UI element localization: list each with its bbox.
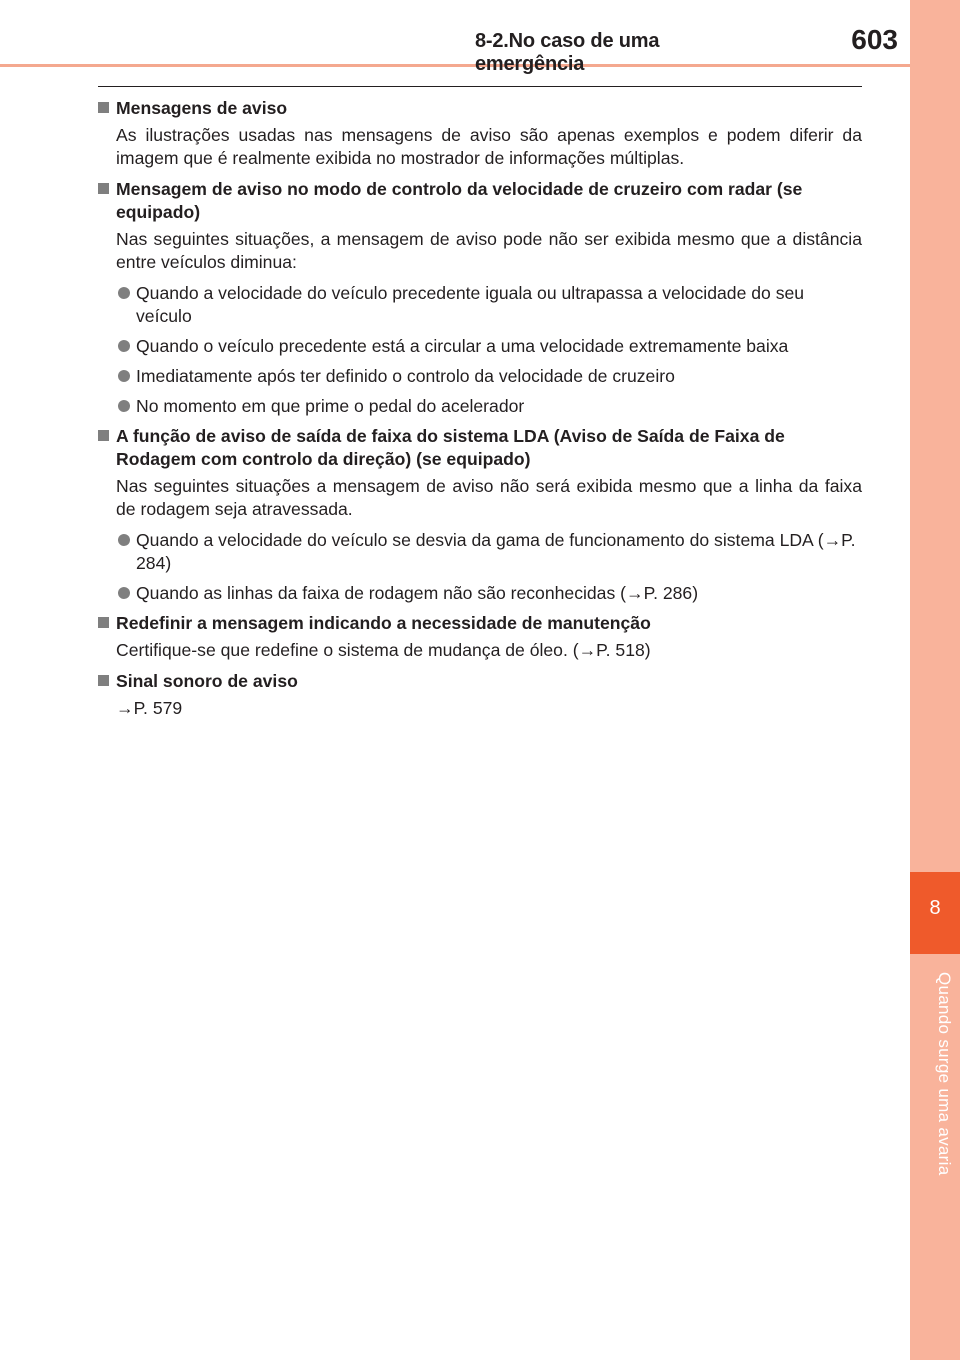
circle-bullet-icon [118, 534, 130, 546]
section-heading [98, 425, 862, 471]
section-body: Certifique-se que redefine o sistema de mudança de óleo. (→P. 518) [116, 640, 651, 660]
content-divider [98, 86, 862, 87]
page-reference-link[interactable]: →P. 579 [116, 698, 183, 718]
square-bullet-icon [98, 675, 109, 686]
section-radar-cruise-warning [98, 178, 862, 418]
list-item-text: Imediatamente após ter definido o controlo da velocidade de cruzeiro [136, 366, 675, 386]
list-item [98, 395, 862, 418]
list-item-text: No momento em que prime o pedal do acelerador [136, 396, 525, 416]
section-heading [98, 178, 862, 224]
list-item-text: Quando a velocidade do veículo se desvia da gama de funcionamento do sistema LDA (→P. 284) [136, 530, 856, 573]
circle-bullet-icon [118, 370, 130, 382]
circle-bullet-icon [118, 400, 130, 412]
square-bullet-icon [98, 430, 109, 441]
section-maintenance-reset [98, 612, 862, 662]
section-body: As ilustrações usadas nas mensagens de aviso são apenas exemplos e podem diferir da imagem que é realmente exibida no mostrador de informações múltiplas. [116, 125, 862, 168]
section-lda-warning [98, 425, 862, 605]
section-heading [98, 670, 862, 693]
list-item [98, 282, 862, 328]
list-item-text: Quando o veículo precedente está a circular a uma velocidade extremamente baixa [136, 336, 789, 356]
circle-bullet-icon [118, 587, 130, 599]
page-number: 603 [851, 24, 898, 55]
heading-text: Sinal sonoro de aviso [116, 671, 298, 691]
section-body: Nas seguintes situações, a mensagem de aviso pode não ser exibida mesmo que a distância entre veículos diminua: [116, 229, 862, 272]
list-item-text: Quando a velocidade do veículo precedente iguala ou ultrapassa a velocidade do seu veículo [136, 283, 805, 326]
square-bullet-icon [98, 183, 109, 194]
sidebar-chapter-title: Quando surge uma avaria [935, 972, 954, 1176]
list-item [98, 582, 862, 605]
section-heading [98, 97, 862, 120]
heading-text: Mensagens de aviso [116, 98, 288, 118]
circle-bullet-icon [118, 287, 130, 299]
section-warning-buzzer [98, 670, 862, 720]
page-content [98, 97, 862, 728]
heading-text: Mensagem de aviso no modo de controlo da velocidade de cruzeiro com radar (se equipado) [116, 179, 803, 222]
circle-bullet-icon [118, 340, 130, 352]
heading-text: A função de aviso de saída de faixa do sistema LDA (Aviso de Saída de Faixa de Rodagem com controlo da direção) (se equipado) [116, 426, 785, 469]
section-heading [98, 612, 862, 635]
section-body: Nas seguintes situações a mensagem de aviso não será exibida mesmo que a linha da faixa de rodagem seja atravessada. [116, 476, 862, 519]
list-item [98, 365, 862, 388]
header-rule [0, 64, 910, 67]
list-item [98, 529, 862, 575]
square-bullet-icon [98, 102, 109, 113]
square-bullet-icon [98, 617, 109, 628]
list-item [98, 335, 862, 358]
chapter-title: 8-2.No caso de uma emergência [475, 30, 660, 75]
list-item-text: Quando as linhas da faixa de rodagem não são reconhecidas (→P. 286) [136, 583, 699, 603]
heading-text: Redefinir a mensagem indicando a necessidade de manutenção [116, 613, 651, 633]
section-warning-messages [98, 97, 862, 170]
chapter-tab[interactable]: 8 [910, 872, 960, 954]
